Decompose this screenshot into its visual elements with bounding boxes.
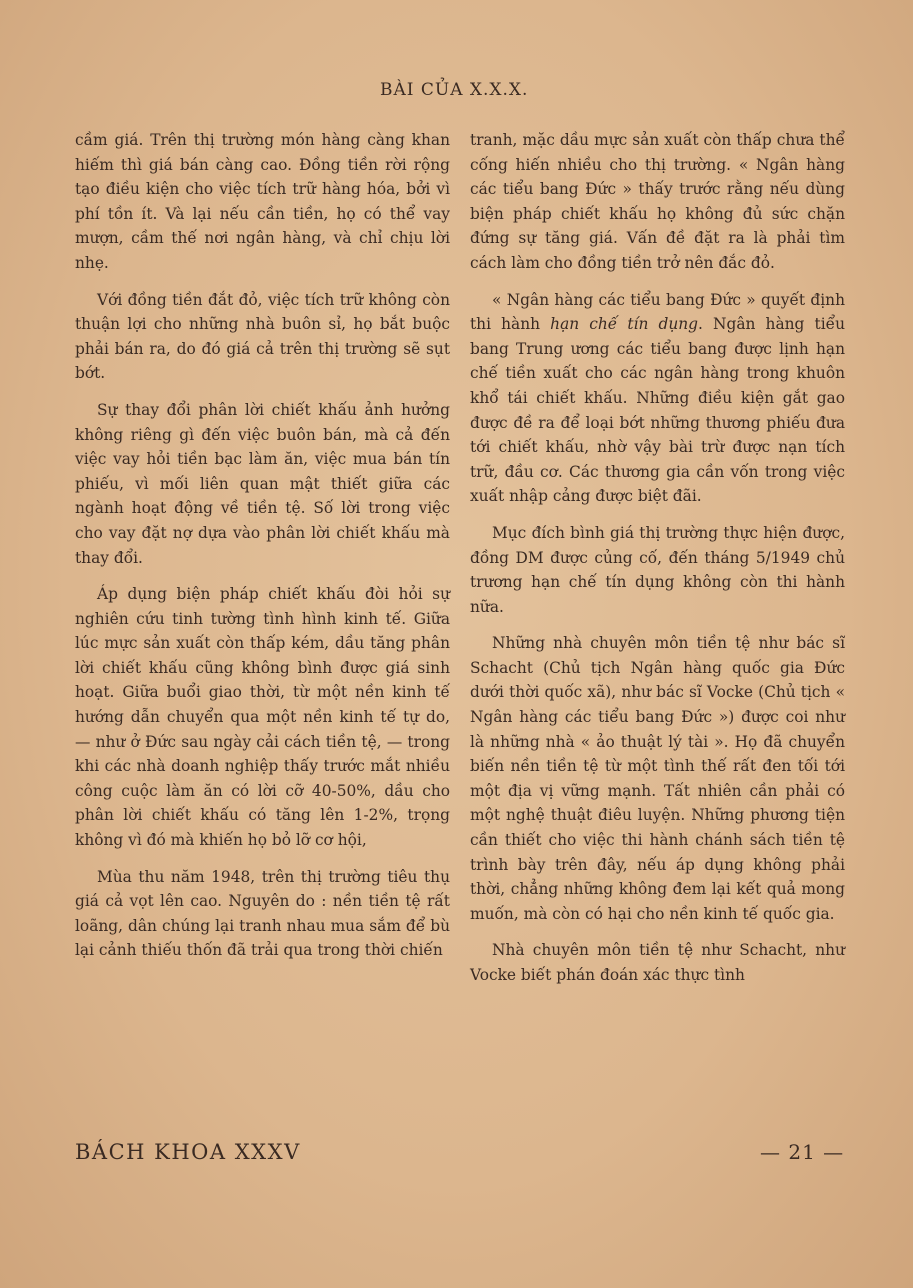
running-title: BÀI CỦA X.X.X. [380,80,529,100]
paragraph: Sự thay đổi phân lời chiết khấu ảnh hưởng không riêng gì đến việc buôn bán, mà cả đến việc vay hỏi tiền bạc làm ăn, việc mua bán tín phiếu, vì mối liên quan mật thiết giữa các ngành hoạt động về tiền tệ. Số lời trong việc cho vay đặt nợ dựa vào phân lời chiết khấu mà thay đổi. [75,400,450,567]
paragraph: Mùa thu năm 1948, trên thị trường tiêu thụ giá cả vọt lên cao. Nguyên do : nền tiền tệ rất loãng, dân chúng lại tranh nhau mua sắm để bù lại cảnh thiếu thốn đã trải qua trong thời chiến [75,867,450,960]
paragraph: Áp dụng biện pháp chiết khấu đòi hỏi sự nghiên cứu tinh tường tình hình kinh tế. Giữa lúc mực sản xuất còn thấp kém, dầu tăng phân lời chiết khấu cũng không bình được giá sinh hoạt. Giữa buổi giao thời, từ một nền kinh tế hướng dẫn chuyển qua một nền kinh tế tự do, — như ở Đức sau ngày cải cách tiền tệ, — trong khi các nhà doanh nghiệp thấy trước mắt nhiều công cuộc làm ăn có lời cỡ 40-50%, dầu cho phân lời chiết khấu có tăng lên 1-2%, trọng không vì đó mà khiến họ bỏ lỡ cơ hội, [75,585,450,850]
italic-term: hạn chế tín dụng [550,315,699,334]
paragraph: Những nhà chuyên môn tiền tệ như bác sĩ Schacht (Chủ tịch Ngân hàng quốc gia Đức dưới thời quốc xã), như bác sĩ Vocke (Chủ tịch « Ngân hàng các tiểu bang Đức ») được coi như là những nhà « ảo thuật lý tài ». Họ đã chuyển biến nền tiền tệ từ một tình thế rất đen tối tới một địa vị vững mạnh. Tất nhiên cần phải có một nghệ thuật điêu luyện. Những phương tiện cần thiết cho việc thi hành chánh sách tiền tệ trình bày trên đây, nếu áp dụng không phải thời, chẳng những không đem lại kết quả mong muốn, mà còn có hại cho nền kinh tế quốc gia. [470,634,845,923]
paragraph: Nhà chuyên môn tiền tệ như Schacht, như Vocke biết phán đoán xác thực tình [470,941,845,984]
paragraph: Mục đích bình giá thị trường thực hiện được, đồng DM được củng cố, đến tháng 5/1949 chủ trương hạn chế tín dụng không còn thi hành nữa. [470,523,845,616]
paragraph [470,288,845,509]
left-column [75,128,450,975]
page-number: — 21 — [760,1140,845,1164]
magazine-name: BÁCH KHOA XXXV [75,1140,301,1164]
paragraph-text: . Ngân hàng tiểu bang Trung ương các tiểu bang được lịnh hạn chế tiền xuất cho các ngân hàng trong khuôn khổ tái chiết khấu. Những điều kiện gắt gao được đề ra để loại bớt những thương phiếu đưa tới chiết khấu, nhờ vậy bài trừ được nạn tích trữ, đầu cơ. Các thương gia cần vốn trong việc xuất nhập cảng được biệt đãi. [470,315,845,506]
paragraph: tranh, mặc dầu mực sản xuất còn thấp chưa thể cống hiến nhiều cho thị trường. « Ngân hàng các tiểu bang Đức » thấy trước rằng nếu dùng biện pháp chiết khấu họ không đủ sức chặn đứng sự tăng giá. Vấn đề đặt ra là phải tìm cách làm cho đồng tiền trở nên đắc đỏ. [470,131,845,272]
paragraph: Với đồng tiền đắt đỏ, việc tích trữ không còn thuận lợi cho những nhà buôn sỉ, họ bắt buộc phải bán ra, do đó giá cả trên thị trường sẽ sụt bớt. [75,290,450,383]
paragraph: cầm giá. Trên thị trường món hàng càng khan hiếm thì giá bán càng cao. Đồng tiền rời rộng tạo điều kiện cho việc tích trữ hàng hóa, bởi vì phí tồn ít. Và lại nếu cần tiền, họ có thể vay mượn, cầm thế nơi ngân hàng, và chỉ chịu lời nhẹ. [75,131,450,272]
right-column [470,128,845,1000]
paragraph-text: « Ngân hàng các tiểu bang Đức » quyết định thi hành [470,290,845,334]
